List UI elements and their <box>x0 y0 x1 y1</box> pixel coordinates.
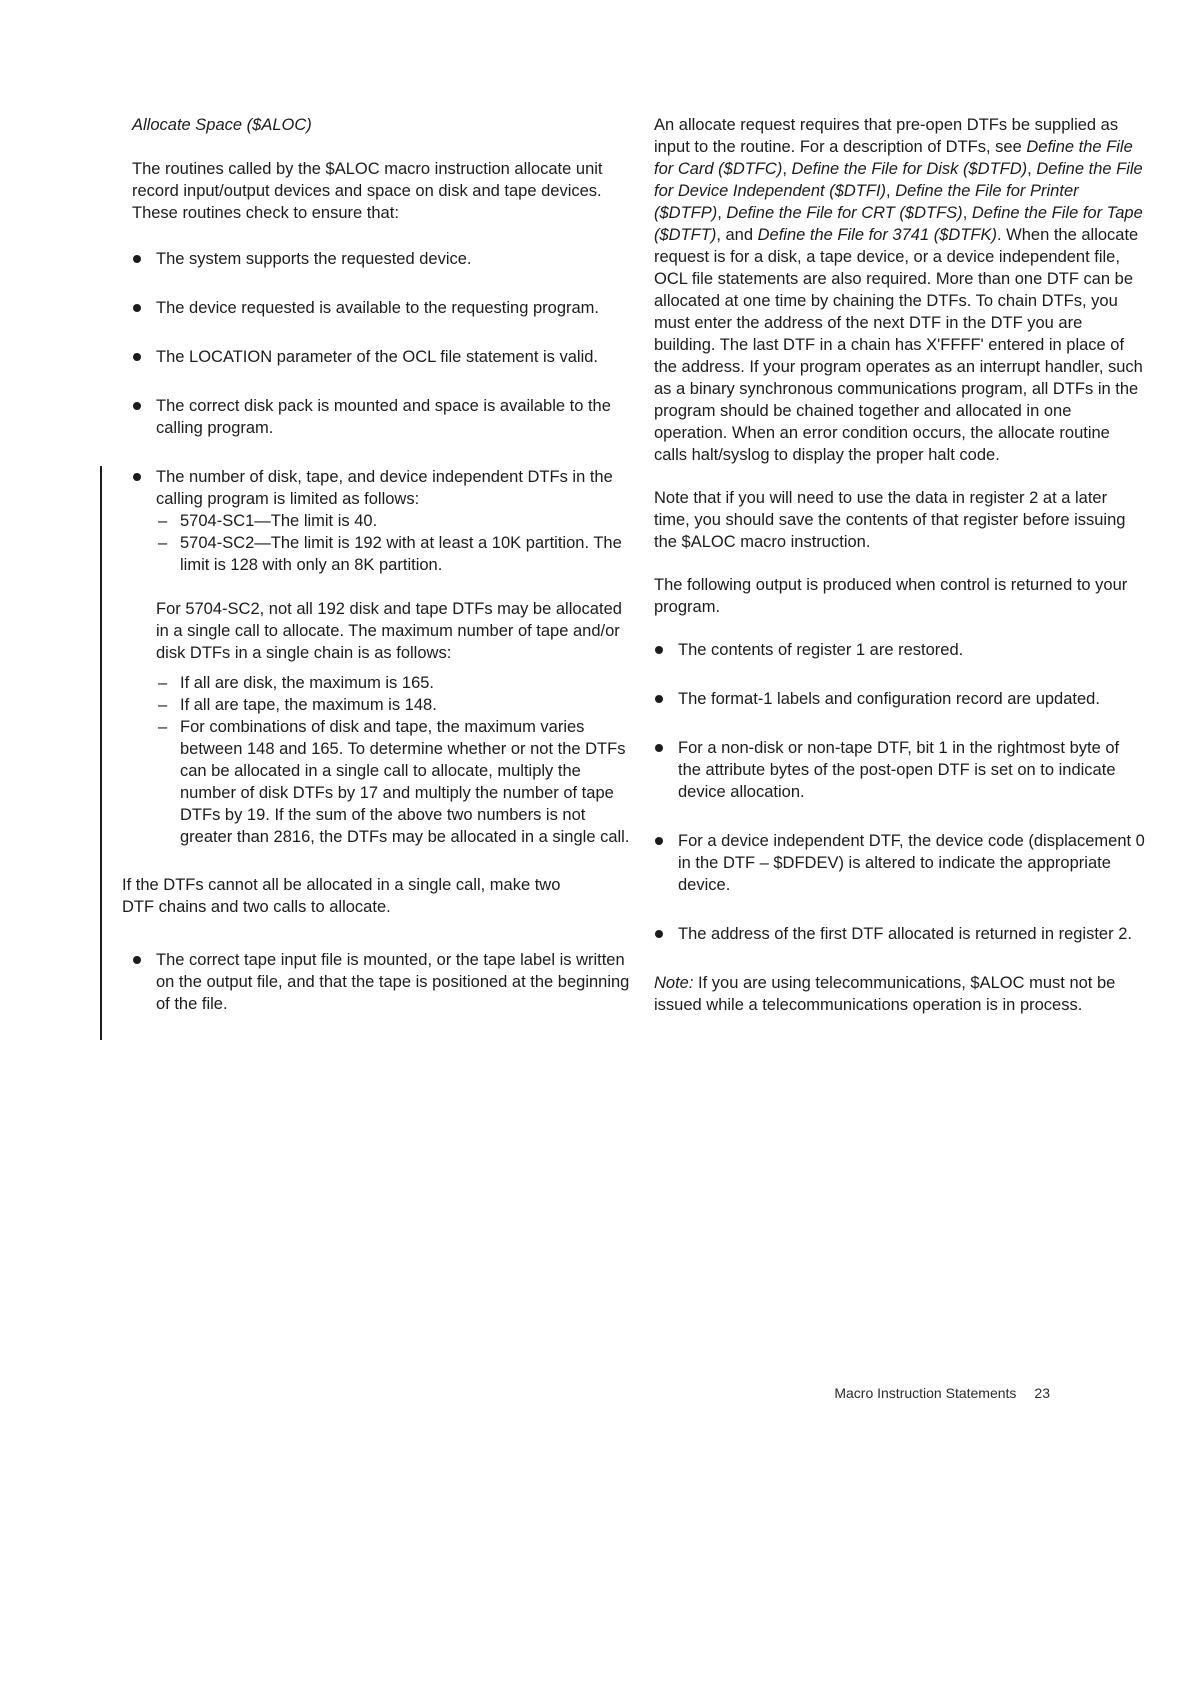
check-item <box>132 466 630 848</box>
maximum-list <box>156 672 630 848</box>
request-text: . When the allocate request is for a disk, a tape device, or a device independent file, OCL file statements are also required. More than one DTF can be allocated at one time by chaining the DTFs. To chain DTFs, you must enter the address of the next DTF in the DTF you are building. The last DTF in a chain has X'FFFF' entered in place of the address. If your program operates as an interrupt handler, such as a binary synchronous communications program, all DTFs in the program should be chained together and allocated in one operation. When an error condition occurs, the allocate routine calls halt/syslog to display the proper halt code. <box>654 226 1143 464</box>
footer-section-title: Macro Instruction Statements <box>834 1385 1017 1401</box>
check-item: The correct tape input file is mounted, or the tape label is written on the output file, and that the tape is positioned at the beginning of the file. <box>132 949 630 1015</box>
cross-reference: Define the File for Printer ($DTFP) <box>654 182 1079 222</box>
separator: , <box>962 204 972 222</box>
cross-reference: Define the File for Tape ($DTFT) <box>654 204 1143 244</box>
check-item: The device requested is available to the requesting program. <box>132 297 630 319</box>
output-item: For a device independent DTF, the device code (displacement 0 in the DTF – $DFDEV) is altered to indicate the appropriate device. <box>654 830 1146 896</box>
limit-item: – 5704-SC2—The limit is 192 with at least a 10K partition. The limit is 128 with only an 8K partition. <box>156 532 630 576</box>
maximum-item: – If all are tape, the maximum is 148. <box>156 694 630 716</box>
limit-item: – 5704-SC1—The limit is 40. <box>156 510 630 532</box>
output-intro-paragraph: The following output is produced when control is returned to your program. <box>654 576 1128 616</box>
register-note-paragraph: Note that if you will need to use the data in register 2 at a later time, you should save the contents of that register before issuing the $ALOC macro instruction. <box>654 489 1126 551</box>
sc2-note: For 5704-SC2, not all 192 disk and tape DTFs may be allocated in a single call to allocate. The maximum number of tape and/or disk DTFs in a single chain is as follows: <box>156 600 622 662</box>
output-list <box>654 639 1146 945</box>
intro-paragraph: The routines called by the $ALOC macro instruction allocate unit record input/output devices and space on disk and tape devices. These routines check to ensure that: <box>132 160 603 222</box>
output-item: For a non-disk or non-tape DTF, bit 1 in the rightmost byte of the attribute bytes of the post-open DTF is set on to indicate device allocation. <box>654 737 1146 803</box>
separator: , <box>717 204 727 222</box>
cross-reference: Define the File for Device Independent ($DTFI) <box>654 160 1143 200</box>
output-item: The contents of register 1 are restored. <box>654 639 1146 661</box>
check-list <box>132 248 630 439</box>
note-label: Note: <box>654 974 694 992</box>
right-column <box>654 114 1146 1016</box>
check-item: The correct disk pack is mounted and space is available to the calling program. <box>132 395 630 439</box>
separator: , <box>782 160 792 178</box>
telecommunications-note <box>654 972 1146 1016</box>
dtf-limit-list <box>132 466 630 848</box>
section-title: Allocate Space ($ALOC) <box>132 116 312 134</box>
cross-reference: Define the File for 3741 ($DTFK) <box>757 226 997 244</box>
cross-reference: Define the File for Disk ($DTFD) <box>791 160 1028 178</box>
separator: , <box>886 182 896 200</box>
dtf-limit-text: The number of disk, tape, and device independent DTFs in the calling program is limited as follows: <box>156 468 613 508</box>
output-item: The format-1 labels and configuration record are updated. <box>654 688 1146 710</box>
separator: , <box>1027 160 1037 178</box>
note-text: If you are using telecommunications, $ALOC must not be issued while a telecommunications operation is in process. <box>654 974 1116 1014</box>
check-item: The LOCATION parameter of the OCL file statement is valid. <box>132 346 630 368</box>
output-item: The address of the first DTF allocated is returned in register 2. <box>654 923 1146 945</box>
last-check-list <box>132 949 630 1015</box>
page-number: 23 <box>1034 1385 1050 1401</box>
limit-list <box>156 510 630 576</box>
allocate-request-paragraph <box>654 114 1146 466</box>
separator: , and <box>716 226 758 244</box>
maximum-item: – If all are disk, the maximum is 165. <box>156 672 630 694</box>
revision-bar <box>100 466 102 1040</box>
left-column <box>122 114 630 1042</box>
cross-reference: Define the File for Card ($DTFC) <box>654 138 1133 178</box>
page-footer <box>834 1382 1050 1404</box>
dtf-limit-block <box>122 466 630 918</box>
cannot-allocate-text: If the DTFs cannot all be allocated in a single call, make two DTF chains and two calls to allocate. <box>122 876 561 916</box>
maximum-item: – For combinations of disk and tape, the maximum varies between 148 and 165. To determine whether or not the DTFs can be allocated in a single call to allocate, multiply the number of disk DTFs by 17 and multiply the number of tape DTFs by 19. If the sum of the above two numbers is not greater than 2816, the DTFs may be allocated in a single call. <box>156 716 630 848</box>
cross-reference: Define the File for CRT ($DTFS) <box>726 204 963 222</box>
check-item: The system supports the requested device. <box>132 248 630 270</box>
request-text: An allocate request requires that pre-open DTFs be supplied as input to the routine. For a description of DTFs, see <box>654 116 1119 156</box>
